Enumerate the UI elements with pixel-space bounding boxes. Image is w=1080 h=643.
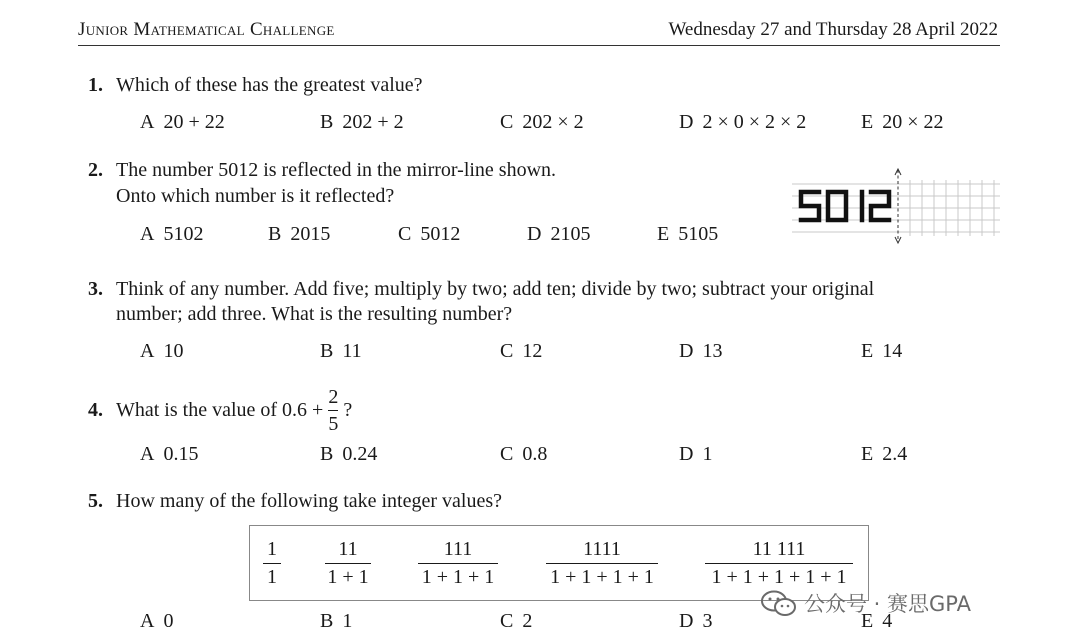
q2-option-b: B 2015 [268,223,331,245]
fraction-2: 11 1 + 1 [325,537,371,590]
question-number: 4. [88,399,103,421]
q2-option-c: C 5012 [398,223,461,245]
header-date: Wednesday 27 and Thursday 28 April 2022 [668,19,998,40]
question-text: Which of these has the greatest value? [116,74,423,96]
question-mark: ? [343,399,353,421]
fraction-denominator: 5 [328,410,338,437]
q5-option-b: B 1 [320,610,353,632]
question-5 [88,488,502,515]
q2-option-a: A 5102 [140,223,204,245]
figure-grid [792,180,1000,236]
q5-option-d: D 3 [679,610,713,632]
q4-option-b: B 0.24 [320,443,378,465]
q4-option-d: D 1 [679,443,713,465]
wechat-icon [760,589,798,622]
question-number: 5. [88,490,103,512]
fraction-4: 1111 1 + 1 + 1 + 1 [546,537,658,590]
question-text: The number 5012 is reflected in the mirror-line shown. [116,159,557,181]
q5-option-c: C 2 [500,610,533,632]
fraction-numerator: 2 [328,386,339,408]
q3-option-e: E 14 [861,340,903,362]
q2-option-e: E 5105 [657,223,719,245]
q3-option-c: C 12 [500,340,543,362]
watermark [760,588,971,622]
q1-option-a: A 20 + 22 [140,111,225,133]
header-divider [78,45,1000,46]
question-number: 1. [88,74,103,96]
watermark-text: 公众号 · 赛思GPA [804,592,971,616]
question-text: Think of any number. Add five; multiply by two; add ten; divide by two; subtract your original [116,278,875,300]
fraction-1: 1 1 [263,537,281,590]
question-3 [88,276,874,303]
question-4 [88,384,352,437]
question-2-line-2: Onto which number is it reflected? [116,185,395,207]
q1-option-e: E 20 × 22 [861,111,944,133]
q3-option-b: B 11 [320,340,362,362]
question-text: How many of the following take integer values? [116,490,502,512]
q3-option-d: D 13 [679,340,723,362]
header-title: Junior Mathematical Challenge [78,19,335,40]
q5-option-a: A 0 [140,610,174,632]
question-text: What is the value of 0.6 + [116,399,324,421]
mirror-figure [792,166,1002,246]
fraction [328,384,338,437]
q3-option-a: A 10 [140,340,184,362]
q1-option-c: C 202 × 2 [500,111,584,133]
fraction-3: 111 1 + 1 + 1 [418,537,498,590]
q1-option-d: D 2 × 0 × 2 × 2 [679,111,807,133]
question-1 [88,72,423,99]
q4-option-c: C 0.8 [500,443,548,465]
question-2 [88,157,556,184]
q2-option-d: D 2105 [527,223,591,245]
fraction-5: 11 111 1 + 1 + 1 + 1 + 1 [705,537,853,590]
q4-option-e: E 2.4 [861,443,908,465]
q5-option-e: E 4 [861,610,893,632]
question-number: 3. [88,278,103,300]
q4-option-a: A 0.15 [140,443,199,465]
question-3-line-2: number; add three. What is the resulting number? [116,303,513,325]
q1-option-b: B 202 + 2 [320,111,404,133]
question-number: 2. [88,159,103,181]
